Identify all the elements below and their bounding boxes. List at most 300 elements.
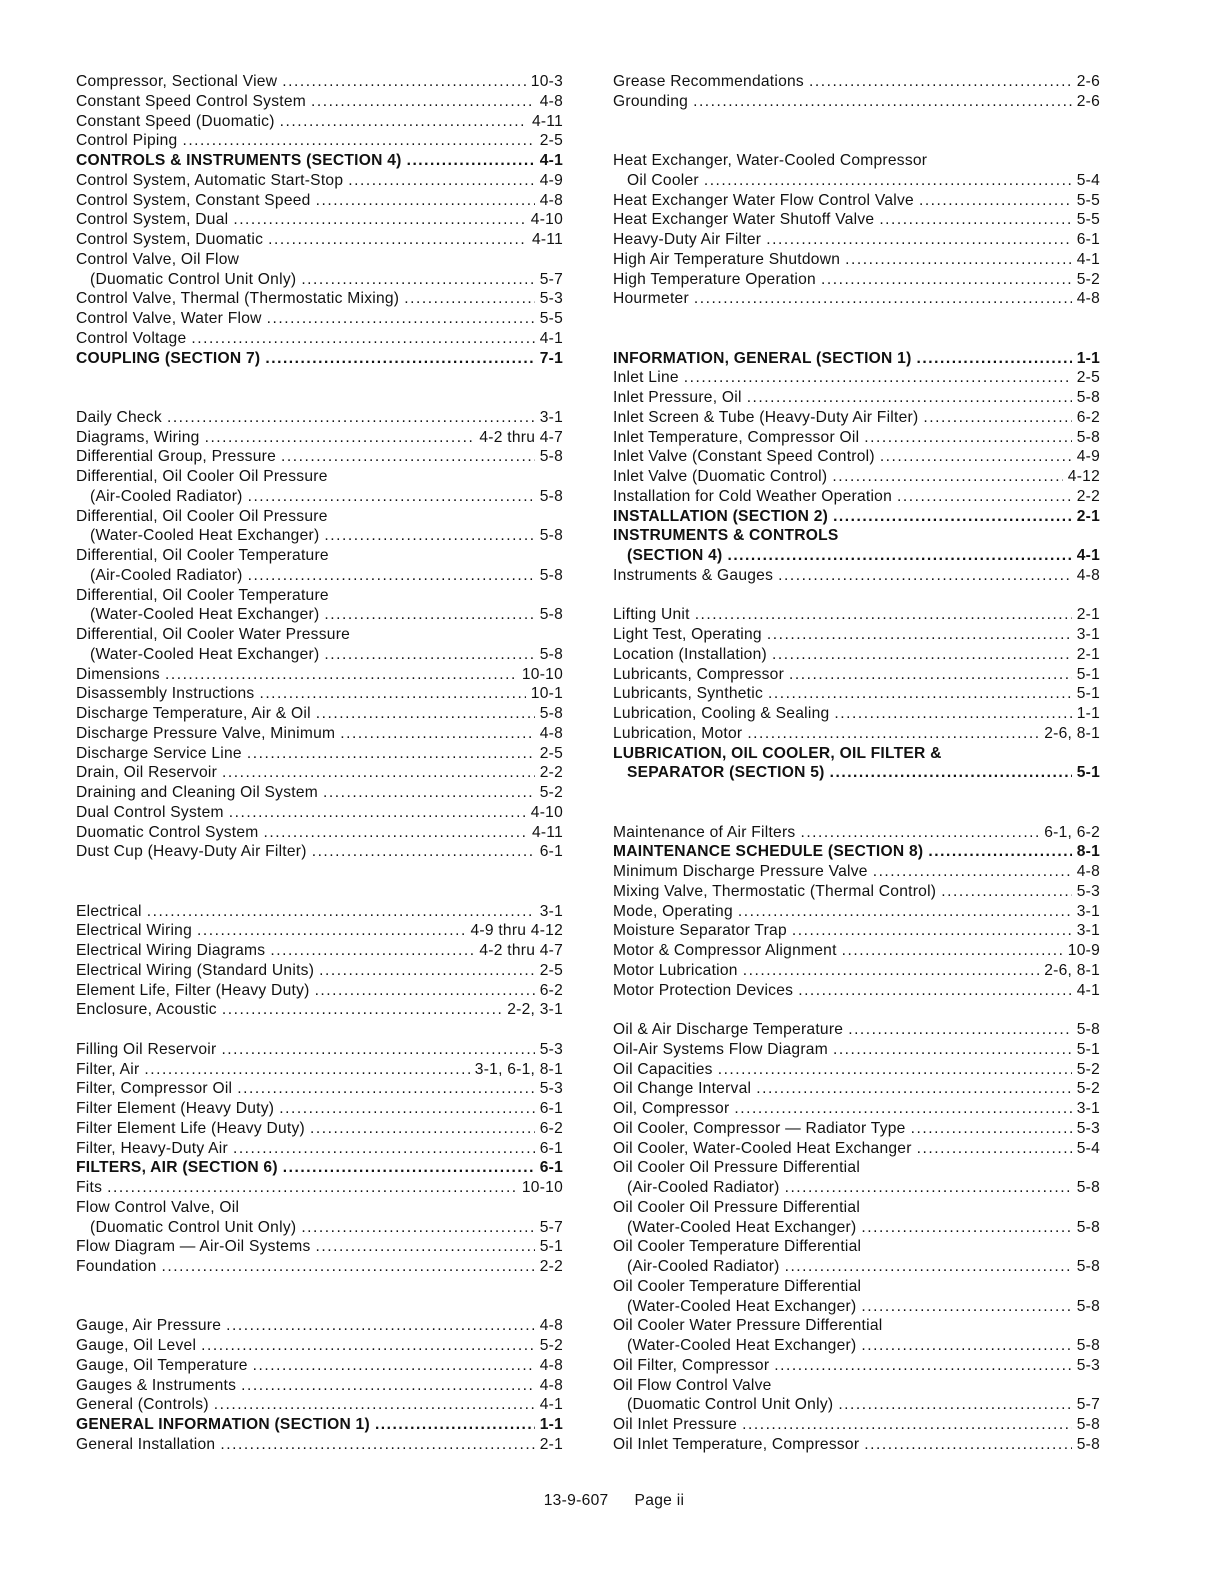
index-entry-text: Enclosure, Acoustic [76, 1001, 217, 1019]
index-entry-page: 4-1 [1076, 250, 1100, 268]
index-entry [613, 1395, 1100, 1415]
index-entry [76, 1060, 563, 1080]
dot-leader [229, 803, 526, 823]
dot-leader [241, 1376, 535, 1396]
dot-leader [319, 961, 535, 981]
index-entry-text: INSTALLATION (SECTION 2) [613, 507, 829, 525]
index-entry [76, 546, 563, 566]
index-entry-text: Filling Oil Reservoir [76, 1040, 217, 1058]
index-entry-page: 5-8 [539, 527, 563, 545]
index-entry-page: 5-4 [1076, 171, 1100, 189]
index-entry-text: Gauge, Oil Level [76, 1337, 197, 1354]
dot-leader [792, 921, 1072, 941]
dot-leader [324, 645, 534, 665]
index-entry-page: 5-3 [539, 1040, 563, 1058]
index-entry [76, 1139, 563, 1159]
index-entry-page: 2-5 [539, 132, 563, 150]
dot-leader [162, 1257, 535, 1277]
index-entry-text: Control Piping [76, 132, 178, 150]
index-entry [613, 210, 1100, 230]
index-entry [76, 783, 563, 803]
index-entry [76, 270, 563, 290]
index-entry-text: Differential, Oil Cooler Temperature [76, 547, 329, 564]
index-entry-page: 4-8 [1076, 290, 1100, 308]
index-entry [613, 270, 1100, 290]
dot-leader [248, 566, 535, 586]
dot-leader [861, 1336, 1071, 1356]
index-entry [76, 665, 563, 685]
index-entry-text: Daily Check [76, 408, 162, 426]
index-spacer [76, 388, 563, 408]
index-entry [76, 1435, 563, 1455]
dot-leader [221, 1040, 534, 1060]
index-entry [613, 1316, 1100, 1336]
dot-leader [301, 1218, 534, 1238]
dot-leader [897, 487, 1072, 507]
index-entry-text: Gauge, Oil Temperature [76, 1356, 248, 1374]
index-entry [613, 191, 1100, 211]
index-entry-page: 2-1 [1076, 606, 1100, 624]
index-entry-page: 5-5 [1076, 211, 1100, 229]
dot-leader [323, 783, 535, 803]
index-entry-page: 5-5 [539, 310, 563, 327]
index-entry-text: Control Valve, Water Flow [76, 310, 262, 327]
index-entry-page: 5-7 [539, 1218, 563, 1236]
index-entry-text: (Water-Cooled Heat Exchanger) [90, 527, 320, 545]
index-entry [613, 823, 1100, 843]
index-entry-page: 5-2 [539, 784, 563, 801]
index-entry-text: CONTROLS & INSTRUMENTS (SECTION 4) [76, 152, 402, 169]
index-entry-page: 4-1 [539, 1396, 563, 1414]
dot-leader [270, 941, 474, 961]
index-entry [76, 823, 563, 843]
index-entry-text: Fits [76, 1179, 103, 1196]
index-entry-page: 4-8 [539, 191, 563, 209]
index-entry-text: Discharge Service Line [76, 744, 242, 762]
document-number: 13-9-607 [543, 1492, 609, 1509]
index-entry [76, 1198, 563, 1218]
index-entry-page: 2-6, 8-1 [1044, 724, 1100, 742]
index-entry [76, 309, 563, 329]
index-entry-text: Oil Inlet Pressure [613, 1416, 738, 1433]
index-entry [613, 744, 1100, 764]
dot-leader [821, 270, 1072, 290]
index-entry [76, 250, 563, 270]
index-entry-page: 2-1 [1076, 507, 1100, 525]
index-entry [613, 428, 1100, 448]
index-entry [613, 763, 1100, 783]
index-entry-page: 3-1 [1076, 626, 1100, 643]
index-entry [613, 408, 1100, 428]
index-entry-text: (Air-Cooled Radiator) [627, 1258, 780, 1275]
index-entry-page: 5-2 [1076, 270, 1100, 288]
index-entry [613, 724, 1100, 744]
index-entry-page: 5-8 [539, 487, 563, 505]
index-entry [613, 961, 1100, 981]
dot-leader [861, 1297, 1071, 1317]
dot-leader [798, 981, 1072, 1001]
dot-leader [861, 1218, 1071, 1238]
dot-leader [834, 704, 1071, 724]
dot-leader [873, 862, 1072, 882]
index-entry-page: 10-9 [1067, 942, 1100, 959]
index-entry-page: 1-1 [539, 1416, 563, 1433]
index-entry-text: COUPLING (SECTION 7) [76, 349, 261, 367]
dot-leader [917, 1139, 1072, 1159]
index-entry-page: 5-8 [1076, 1416, 1100, 1433]
index-entry-page: 5-2 [1076, 1060, 1100, 1078]
index-entry-text: Electrical Wiring Diagrams [76, 942, 266, 959]
dot-leader [107, 1178, 517, 1198]
index-spacer [76, 1277, 563, 1297]
dot-leader [324, 526, 534, 546]
index-entry-text: Location (Installation) [613, 645, 767, 663]
index-entry [76, 902, 563, 922]
index-entry [613, 981, 1100, 1001]
dot-leader [800, 823, 1039, 843]
index-entry [613, 507, 1100, 527]
index-entry [76, 1119, 563, 1139]
index-entry-page: 5-8 [539, 606, 563, 624]
index-entry-text: Oil Change Interval [613, 1080, 752, 1098]
dot-leader [165, 665, 517, 685]
index-entry [76, 1158, 563, 1178]
dot-leader [693, 92, 1072, 112]
dot-leader [919, 191, 1072, 211]
index-entry-text: Hourmeter [613, 290, 689, 308]
index-entry-page: 4-11 [531, 231, 563, 248]
index-entry-page: 4-8 [539, 1376, 563, 1394]
index-entry [76, 744, 563, 764]
dot-leader [809, 72, 1072, 92]
index-entry [613, 862, 1100, 882]
index-entry-page: 4-9 thru 4-12 [470, 922, 563, 940]
index-entry-page: 5-1 [1076, 685, 1100, 703]
index-entry-page: 5-8 [1076, 1337, 1100, 1354]
index-entry-text: Control Voltage [76, 329, 187, 347]
index-entry-text: Grounding [613, 92, 689, 110]
dot-leader [832, 467, 1062, 487]
index-entry-page: 5-8 [1076, 428, 1100, 446]
index-entry-text: Heat Exchanger Water Shutoff Valve [613, 211, 875, 229]
dot-leader [407, 151, 535, 171]
dot-leader [766, 230, 1071, 250]
index-entry [76, 842, 563, 862]
dot-leader [233, 210, 525, 230]
index-entry-page: 4-8 [539, 1356, 563, 1374]
index-entry [76, 1040, 563, 1060]
index-entry-page: 5-3 [1076, 882, 1100, 900]
index-spacer [613, 131, 1100, 151]
index-entry [613, 1158, 1100, 1178]
dot-leader [248, 487, 535, 507]
dot-leader [197, 921, 465, 941]
index-entry [613, 902, 1100, 922]
index-entry-page: 4-11 [531, 823, 563, 841]
dot-leader [917, 349, 1072, 369]
index-entry-text: Disassembly Instructions [76, 685, 255, 703]
index-entry [76, 763, 563, 783]
index-entry [76, 1395, 563, 1415]
index-entry-page: 3-1 [1076, 1100, 1100, 1117]
dot-leader [259, 684, 525, 704]
dot-leader [214, 1395, 535, 1415]
index-spacer [613, 309, 1100, 329]
index-entry [613, 1237, 1100, 1257]
index-entry-text: General Installation [76, 1435, 216, 1453]
index-entry [76, 230, 563, 250]
index-entry-page: 1-1 [1076, 349, 1100, 367]
index-entry [613, 704, 1100, 724]
index-entry [613, 92, 1100, 112]
index-entry-text: Discharge Pressure Valve, Minimum [76, 724, 336, 742]
dot-leader [279, 1099, 534, 1119]
dot-leader [283, 1158, 535, 1178]
index-entry [613, 1277, 1100, 1297]
index-entry [613, 171, 1100, 191]
dot-leader [316, 1237, 535, 1257]
index-entry-text: Flow Control Valve, Oil [76, 1198, 240, 1216]
dot-leader [923, 408, 1071, 428]
index-entry-page: 2-6 [1076, 92, 1100, 110]
index-entry [613, 1356, 1100, 1376]
dot-leader [941, 882, 1071, 902]
index-entry-page: 4-8 [1076, 566, 1100, 584]
index-entry-text: Instruments & Gauges [613, 566, 774, 584]
index-entry-text: Drain, Oil Reservoir [76, 764, 218, 782]
index-entry-page: 10-10 [521, 665, 563, 683]
index-entry [613, 1435, 1100, 1455]
index-entry [76, 724, 563, 744]
index-entry-text: Oil Cooler Temperature Differential [613, 1277, 862, 1295]
index-entry-page: 5-2 [1076, 1080, 1100, 1098]
index-entry [76, 566, 563, 586]
dot-leader [756, 1079, 1071, 1099]
index-entry-text: Gauges & Instruments [76, 1376, 237, 1394]
index-entry-page: 6-1 [1076, 231, 1100, 248]
index-entry [76, 171, 563, 191]
index-entry-page: 3-1 [1076, 922, 1100, 940]
index-entry-page: 4-8 [539, 1317, 563, 1335]
index-spacer [76, 368, 563, 388]
index-entry-page: 5-5 [1076, 191, 1100, 209]
index-entry-page: 4-8 [539, 92, 563, 110]
index-spacer [76, 1297, 563, 1317]
index-entry [613, 1079, 1100, 1099]
index-entry-text: Inlet Line [613, 369, 679, 387]
index-entry [613, 151, 1100, 171]
index-entry [76, 586, 563, 606]
index-entry-page: 5-8 [1076, 1179, 1100, 1196]
index-entry-page: 5-3 [1076, 1356, 1100, 1374]
index-entry [613, 526, 1100, 546]
page-number: Page ii [634, 1492, 685, 1509]
index-spacer [76, 862, 563, 882]
index-entry-text: Mixing Valve, Thermostatic (Thermal Control) [613, 882, 937, 900]
index-entry-text: MAINTENANCE SCHEDULE (SECTION 8) [613, 843, 924, 861]
index-entry-text: Minimum Discharge Pressure Valve [613, 863, 868, 880]
index-entry-page: 1-1 [1076, 705, 1100, 722]
index-entry [76, 289, 563, 309]
index-entry [613, 1198, 1100, 1218]
index-entry-text: Inlet Temperature, Compressor Oil [613, 428, 860, 446]
index-entry-text: Lubricants, Synthetic [613, 685, 764, 703]
index-entry-text: Motor & Compressor Alignment [613, 942, 837, 959]
index-entry-text: Oil Cooler Temperature Differential [613, 1238, 862, 1256]
index-entry-page: 5-8 [1076, 1218, 1100, 1236]
index-entry [613, 1139, 1100, 1159]
dot-leader [767, 625, 1072, 645]
index-entry-page: 4-1 [1076, 547, 1100, 564]
index-entry [613, 1040, 1100, 1060]
index-entry-text: Electrical Wiring (Standard Units) [76, 961, 315, 979]
index-entry-page: 5-8 [539, 645, 563, 663]
index-entry [613, 684, 1100, 704]
dot-leader [778, 566, 1072, 586]
index-entry-page: 3-1 [539, 902, 563, 920]
dot-leader [316, 191, 535, 211]
index-entry [76, 1257, 563, 1277]
index-entry [613, 625, 1100, 645]
index-entry-page: 7-1 [539, 349, 563, 367]
index-entry-page: 5-3 [539, 1080, 563, 1098]
index-entry [76, 961, 563, 981]
index-entry [613, 447, 1100, 467]
dot-leader [695, 605, 1072, 625]
index-spacer [613, 1000, 1100, 1020]
index-entry-page: 4-2 thru 4-7 [479, 428, 563, 446]
index-entry [76, 526, 563, 546]
index-entry-text: Lifting Unit [613, 606, 690, 624]
index-entry-text: Duomatic Control System [76, 823, 259, 841]
dot-leader [833, 507, 1072, 527]
dot-leader [684, 368, 1072, 388]
index-entry-page: 5-8 [539, 448, 563, 466]
index-entry [76, 329, 563, 349]
index-entry-text: LUBRICATION, OIL COOLER, OIL FILTER & [613, 744, 942, 762]
index-spacer [613, 586, 1100, 606]
index-entry [76, 941, 563, 961]
dot-leader [772, 645, 1072, 665]
index-entry-page: 4-9 [539, 171, 563, 189]
dot-leader [864, 428, 1071, 448]
index-entry [613, 72, 1100, 92]
index-entry-text: Installation for Cold Weather Operation [613, 487, 893, 505]
index-entry-page: 5-1 [1076, 764, 1100, 782]
index-entry-text: Diagrams, Wiring [76, 428, 200, 446]
index-entry-page: 4-8 [539, 724, 563, 742]
index-entry-text: (Water-Cooled Heat Exchanger) [627, 1218, 857, 1236]
index-entry-text: Control System, Dual [76, 211, 229, 229]
index-entry-page: 5-2 [539, 1337, 563, 1354]
index-entry-page: 2-1 [1076, 645, 1100, 663]
dot-leader [222, 1000, 502, 1020]
dot-leader [727, 546, 1071, 566]
index-entry-text: (SECTION 4) [627, 547, 723, 564]
index-spacer [76, 1020, 563, 1040]
index-entry-page: 6-1, 6-2 [1044, 823, 1100, 841]
index-entry-page: 4-2 thru 4-7 [479, 942, 563, 959]
index-entry [76, 487, 563, 507]
index-entry-page: 6-1 [539, 843, 563, 861]
dot-leader [316, 704, 535, 724]
dot-leader [718, 1060, 1072, 1080]
index-entry-text: Control System, Constant Speed [76, 191, 311, 209]
index-entry-text: Inlet Valve (Constant Speed Control) [613, 448, 875, 466]
index-entry-text: Draining and Cleaning Oil System [76, 784, 319, 801]
index-entry [613, 250, 1100, 270]
index-entry [613, 368, 1100, 388]
index-entry-page: 2-5 [1076, 369, 1100, 387]
index-entry [76, 704, 563, 724]
index-entry-text: (Water-Cooled Heat Exchanger) [627, 1297, 857, 1315]
index-entry [76, 92, 563, 112]
index-entry-text: Heat Exchanger Water Flow Control Valve [613, 191, 914, 209]
index-entry [76, 921, 563, 941]
dot-leader [738, 902, 1072, 922]
index-entry-text: Differential, Oil Cooler Oil Pressure [76, 507, 328, 525]
index-entry-text: Differential, Oil Cooler Water Pressure [76, 626, 351, 643]
index-entry [76, 1099, 563, 1119]
dot-leader [191, 329, 534, 349]
index-entry [76, 1415, 563, 1435]
dot-leader [704, 171, 1072, 191]
dot-leader [312, 842, 535, 862]
index-entry [76, 625, 563, 645]
index-entry [613, 349, 1100, 369]
index-entry-page: 2-2 [1076, 487, 1100, 505]
index-entry [613, 1020, 1100, 1040]
dot-leader [310, 1119, 535, 1139]
dot-leader [838, 1395, 1071, 1415]
index-entry [613, 605, 1100, 625]
index-entry [76, 684, 563, 704]
index-entry-text: General (Controls) [76, 1396, 209, 1414]
index-entry [76, 428, 563, 448]
index-entry [613, 388, 1100, 408]
dot-leader [743, 961, 1040, 981]
index-entry-page: 4-1 [1076, 981, 1100, 999]
index-entry-page: 3-1 [1076, 902, 1100, 920]
index-entry-text: Gauge, Air Pressure [76, 1317, 222, 1335]
index-entry-text: Oil Capacities [613, 1060, 713, 1078]
dot-leader [911, 1119, 1072, 1139]
dot-leader [147, 902, 535, 922]
dot-leader [167, 408, 535, 428]
dot-leader [747, 724, 1039, 744]
index-entry-page: 5-8 [1076, 1258, 1100, 1275]
index-entry-text: Flow Diagram — Air-Oil Systems [76, 1238, 311, 1256]
dot-leader [237, 1079, 534, 1099]
index-entry-text: Control Valve, Oil Flow [76, 250, 240, 268]
dot-leader [340, 724, 534, 744]
index-entry-page: 2-2 [539, 1258, 563, 1275]
index-spacer [613, 112, 1100, 132]
dot-leader [282, 72, 526, 92]
index-entry-text: High Air Temperature Shutdown [613, 250, 841, 268]
index-entry [76, 1336, 563, 1356]
index-entry-text: Maintenance of Air Filters [613, 823, 796, 841]
index-entry-page: 5-1 [1076, 1040, 1100, 1058]
dot-leader [280, 112, 527, 132]
index-entry [613, 1119, 1100, 1139]
index-entry [76, 349, 563, 369]
index-entry-page: 6-2 [539, 1119, 563, 1137]
index-entry-text: Control System, Duomatic [76, 231, 264, 248]
index-entry-page: 6-1 [539, 1159, 563, 1177]
index-entry-text: Oil Cooler, Water-Cooled Heat Exchanger [613, 1139, 912, 1157]
index-entry-text: (Water-Cooled Heat Exchanger) [627, 1337, 857, 1354]
